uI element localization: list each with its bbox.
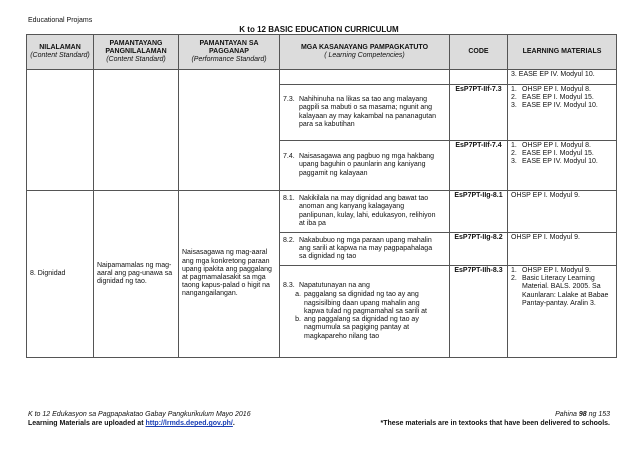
- curriculum-table: [26, 34, 617, 358]
- competency-cell: 8.1. Nakikilala na may dignidad ang bawat tao anoman ang kanyang kalagayang panlipunan, kulay, lahi, edukasyon, relihiyon at iba pa: [280, 191, 450, 233]
- column-header-pamantayan-sa-pagganap: PAMANTAYAN SA PAGGANAP (Performance Standard): [179, 35, 280, 70]
- content-standard-cell-empty: [94, 70, 179, 191]
- footer-left: [28, 410, 251, 428]
- footer-upload-note: Learning Materials are uploaded at http://lrmds.deped.gov.ph/.: [28, 420, 235, 427]
- code-cell: EsP7PT-IIg-8.1: [450, 191, 508, 233]
- table-row: [27, 70, 617, 85]
- materials-cell: 1. OHSP EP I. Modyul 8. 2. EASE EP I. Modyul 15. 3. EASE EP IV. Modyul 10.: [508, 141, 617, 191]
- materials-cell: 1. OHSP EP I. Modyul 8. 2. EASE EP I. Modyul 15. 3. EASE EP IV. Modyul 10.: [508, 85, 617, 141]
- materials-cell: 3. EASE EP IV. Modyul 10.: [508, 70, 617, 85]
- footer-guide-title: K to 12 Edukasyon sa Pagpapakatao Gabay Pangkurikulum Mayo 2016: [28, 411, 251, 418]
- column-header-kasanayan: MGA KASANAYANG PAMPAGKATUTO ( Learning Competencies): [280, 35, 450, 70]
- competency-cell: 8.3. Napatutunayan na ang a. paggalang sa dignidad ng tao ay ang nagsisilbing daan upang mahalin ang kapwa tulad ng pagmamahal sa sarili at b. ang paggalang sa dignidad ng tao ay nagmumula sa pagiging pantay at magkapareho nilang tao: [280, 266, 450, 358]
- table-row: [27, 191, 617, 233]
- code-cell: EsP7PT-IIf-7.4: [450, 141, 508, 191]
- list-item: b. ang paggalang sa dignidad ng tao ay nagmumula sa pagiging pantay at magkapareho nilang tao: [295, 316, 419, 340]
- performance-standard-cell-empty: [179, 70, 280, 191]
- code-cell: EsP7PT-IIh-8.3: [450, 266, 508, 358]
- column-header-learning-materials: LEARNING MATERIALS: [508, 35, 617, 70]
- column-header-pamantayang-pangnilalaman: PAMANTAYANG PANGNILALAMAN (Content Standard): [94, 35, 179, 70]
- competency-cell: 7.3. Nahihinuha na likas sa tao ang malayang pagpili sa mabuti o sa masama; ngunit ang kalayaan ay may kakambal na pananagutan para sa kabutihan: [280, 85, 450, 141]
- content-cell-dignidad: 8. Dignidad: [27, 191, 94, 358]
- list-item: a. paggalang sa dignidad ng tao ay ang nagsisilbing daan upang mahalin ang kapwa tulad ng pagmamahal sa sarili at: [295, 291, 427, 315]
- lrmds-link[interactable]: http://lrmds.deped.gov.ph/: [145, 420, 233, 427]
- code-cell: EsP7PT-IIf-7.3: [450, 85, 508, 141]
- code-cell: EsP7PT-IIg-8.2: [450, 233, 508, 266]
- column-header-code: CODE: [450, 35, 508, 70]
- footer-materials-note: *These materials are in textooks that have been delivered to schools.: [380, 420, 610, 427]
- sub-competency-list: [283, 291, 446, 340]
- column-header-nilalaman: NILALAMAN (Content Standard): [27, 35, 94, 70]
- competency-cell-empty: [280, 70, 450, 85]
- table-header-row: [27, 35, 617, 70]
- materials-cell: 1. OHSP EP I. Modyul 9. 2. Basic Literacy Learning Material. BALS. 2005. Sa Kaunlaran: Lalake at Babae Pantay-pantay. Aralin 3.: [508, 266, 617, 358]
- code-cell-empty: [450, 70, 508, 85]
- curriculum-title: K to 12 BASIC EDUCATION CURRICULUM: [239, 25, 399, 34]
- content-cell-empty: [27, 70, 94, 191]
- competency-cell: 8.2. Nakabubuo ng mga paraan upang mahalin ang sarili at kapwa na may pagpapahalaga sa dignidad ng tao: [280, 233, 450, 266]
- materials-cell: OHSP EP I. Modyul 9.: [508, 233, 617, 266]
- performance-standard-cell: Naisasagawa ng mag-aaral ang mga konkretong paraan upang ipakita ang paggalang at pagmamalasakit sa mga taong kapus-palad o higit na nangangailangan.: [179, 191, 280, 358]
- content-standard-cell: Naipamamalas ng mag-aaral ang pag-unawa sa dignidad ng tao.: [94, 191, 179, 358]
- page-number: Pahina 98 ng 153: [555, 411, 610, 418]
- document-header-note: Educational Projams: [28, 17, 93, 24]
- footer-right: [380, 410, 610, 428]
- competency-cell: 7.4. Naisasagawa ang pagbuo ng mga hakbang upang baguhin o paunlarin ang kaniyang paggamit ng kalayaan: [280, 141, 450, 191]
- materials-cell: OHSP EP I. Modyul 9.: [508, 191, 617, 233]
